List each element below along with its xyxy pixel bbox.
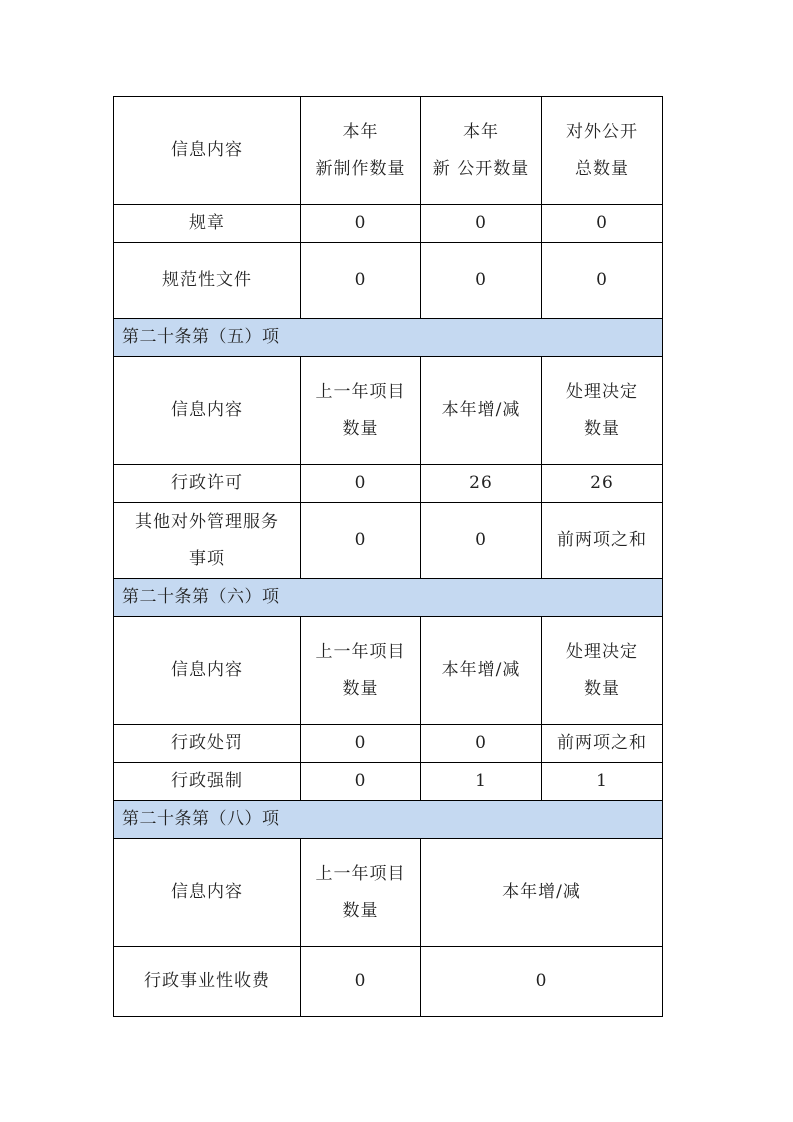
row-value: 26 bbox=[421, 465, 542, 503]
header-text: 信息内容 bbox=[171, 882, 243, 902]
header-text: 数量 bbox=[342, 900, 379, 921]
header-text: 本年增/减 bbox=[441, 660, 521, 680]
header-text: 本年 bbox=[463, 121, 499, 142]
header-text: 上一年项目 bbox=[315, 863, 406, 884]
table-row bbox=[114, 503, 663, 579]
header-cell bbox=[301, 97, 421, 205]
header-cell bbox=[114, 357, 301, 465]
header-cell bbox=[301, 617, 421, 725]
header-cell bbox=[301, 839, 421, 947]
row-value: 前两项之和 bbox=[542, 725, 663, 763]
header-cell bbox=[421, 97, 542, 205]
table-row bbox=[114, 465, 663, 503]
row-label bbox=[114, 503, 301, 579]
table-row bbox=[114, 725, 663, 763]
header-text: 信息内容 bbox=[171, 140, 243, 160]
section-title-row bbox=[114, 319, 663, 357]
section-title: 第二十条第（六）项 bbox=[114, 579, 663, 617]
header-text: 数量 bbox=[584, 678, 620, 699]
section2-header-row bbox=[114, 357, 663, 465]
header-text: 总数量 bbox=[575, 158, 629, 179]
row-value: 0 bbox=[421, 243, 542, 319]
row-value: 0 bbox=[421, 725, 542, 763]
row-value: 0 bbox=[301, 465, 421, 503]
row-label: 行政强制 bbox=[114, 763, 301, 801]
header-cell bbox=[421, 839, 663, 947]
header-text: 数量 bbox=[584, 418, 620, 439]
section-title-row bbox=[114, 801, 663, 839]
header-cell bbox=[114, 839, 301, 947]
section3-header-row bbox=[114, 617, 663, 725]
row-label-text: 其他对外管理服务 bbox=[135, 511, 279, 532]
section-title-row bbox=[114, 579, 663, 617]
row-value: 0 bbox=[301, 503, 421, 579]
header-text: 新制作数量 bbox=[315, 158, 406, 179]
row-value: 0 bbox=[542, 205, 663, 243]
header-text: 新 公开数量 bbox=[432, 158, 530, 179]
row-label-text: 事项 bbox=[189, 548, 225, 569]
header-text: 上一年项目 bbox=[315, 641, 406, 662]
row-value: 0 bbox=[301, 243, 421, 319]
header-text: 信息内容 bbox=[171, 400, 243, 420]
row-value: 0 bbox=[301, 763, 421, 801]
row-label: 规章 bbox=[114, 205, 301, 243]
table-row bbox=[114, 947, 663, 1017]
row-label: 规范性文件 bbox=[114, 243, 301, 319]
row-value: 0 bbox=[421, 503, 542, 579]
section1-header-row bbox=[114, 97, 663, 205]
disclosure-table bbox=[113, 96, 663, 1017]
row-value: 26 bbox=[542, 465, 663, 503]
header-cell bbox=[114, 617, 301, 725]
row-label: 行政事业性收费 bbox=[114, 947, 301, 1017]
header-cell bbox=[421, 617, 542, 725]
header-text: 本年增/减 bbox=[441, 400, 521, 420]
row-label-text: 行政许可 bbox=[171, 473, 243, 493]
header-cell bbox=[114, 97, 301, 205]
header-text: 数量 bbox=[342, 678, 379, 699]
row-value: 0 bbox=[301, 947, 421, 1017]
header-cell bbox=[542, 617, 663, 725]
header-cell bbox=[542, 97, 663, 205]
row-label: 行政处罚 bbox=[114, 725, 301, 763]
section4-header-row bbox=[114, 839, 663, 947]
header-text: 信息内容 bbox=[171, 660, 243, 680]
section-title: 第二十条第（五）项 bbox=[114, 319, 663, 357]
row-value: 0 bbox=[421, 205, 542, 243]
row-value: 1 bbox=[542, 763, 663, 801]
header-text: 处理决定 bbox=[566, 381, 638, 402]
section-title: 第二十条第（八）项 bbox=[114, 801, 663, 839]
header-text: 本年 bbox=[342, 121, 379, 142]
header-text: 上一年项目 bbox=[315, 381, 406, 402]
row-label bbox=[114, 465, 301, 503]
row-value: 0 bbox=[301, 725, 421, 763]
table-row bbox=[114, 205, 663, 243]
row-value: 0 bbox=[421, 947, 663, 1017]
header-cell bbox=[542, 357, 663, 465]
table-row bbox=[114, 243, 663, 319]
row-value: 0 bbox=[301, 205, 421, 243]
header-cell bbox=[301, 357, 421, 465]
row-value: 0 bbox=[542, 243, 663, 319]
header-cell bbox=[421, 357, 542, 465]
row-value: 1 bbox=[421, 763, 542, 801]
header-text: 本年增/减 bbox=[502, 882, 581, 902]
header-text: 处理决定 bbox=[566, 641, 638, 662]
row-value: 前两项之和 bbox=[542, 503, 663, 579]
header-text: 数量 bbox=[342, 418, 379, 439]
table-row bbox=[114, 763, 663, 801]
header-text: 对外公开 bbox=[566, 121, 638, 142]
